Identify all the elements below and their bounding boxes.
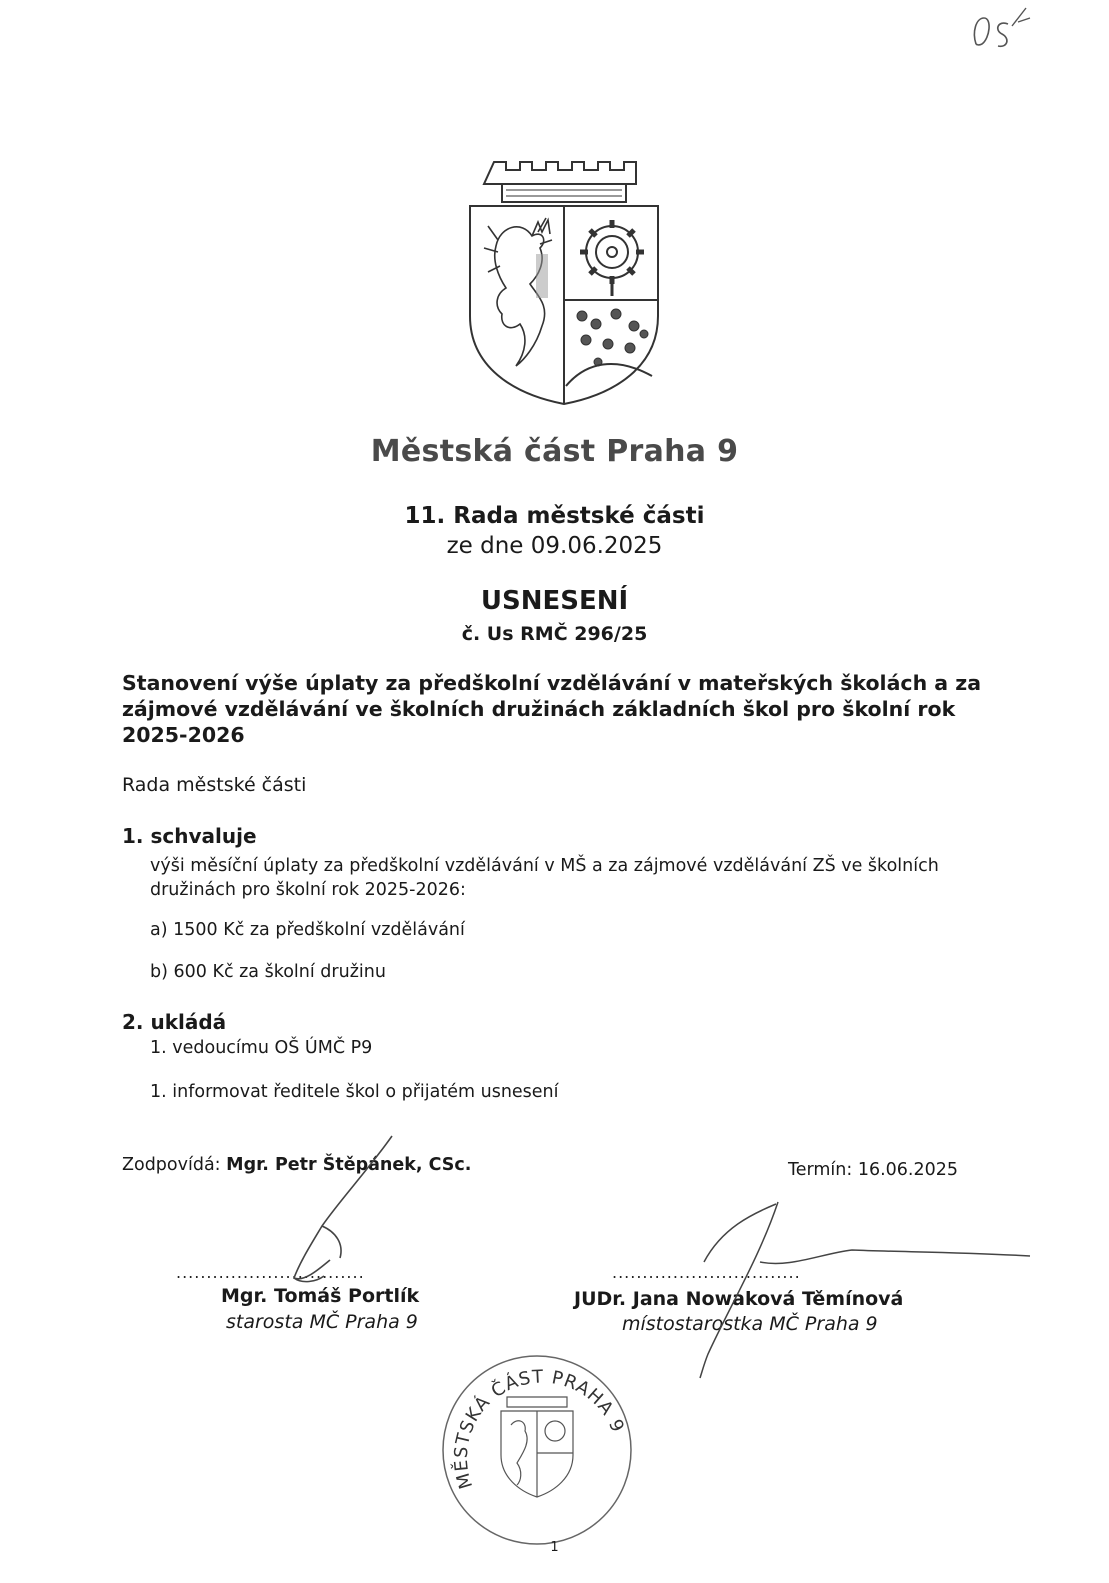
resolution-title: USNESENÍ — [480, 586, 629, 616]
signatory-1-role: starosta MČ Praha 9 — [226, 1311, 418, 1333]
section-1-heading: 1. schvaluje — [122, 824, 257, 848]
responsible-line — [122, 1155, 471, 1175]
official-stamp — [437, 1345, 637, 1545]
responsible-name: Mgr. Petr Štěpánek, CSc. — [226, 1155, 472, 1175]
stamp-text: MĚSTSKÁ ČÁST PRAHA 9 — [450, 1366, 629, 1492]
signatory-1-name: Mgr. Tomáš Portlík — [221, 1285, 420, 1307]
section-2-item-1: 1. vedoucímu OŠ ÚMČ P9 — [150, 1038, 373, 1058]
section-2-item-2: 1. informovat ředitele škol o přijatém usnesení — [150, 1082, 559, 1102]
resolution-number: č. Us RMČ 296/25 — [461, 623, 648, 645]
deadline: Termín: 16.06.2025 — [788, 1160, 959, 1180]
council-session: 11. Rada městské části — [404, 503, 705, 529]
section-1-item-a: a) 1500 Kč za předškolní vzdělávání — [150, 920, 465, 940]
session-date: ze dne 09.06.2025 — [446, 533, 663, 559]
signature-line-1: ............................... — [176, 1263, 365, 1282]
resolution-subject: Stanovení výše úplaty za předškolní vzdělávání v mateřských školách a za zájmové vzdělávání ve školních družinách základních škol pro školní rok 2025-2026 — [122, 671, 982, 747]
stamp-coat-icon — [501, 1397, 573, 1497]
section-2-heading: 2. ukládá — [122, 1010, 227, 1034]
signature-line-2: ............................... — [612, 1263, 801, 1282]
organization-name: Městská část Praha 9 — [370, 434, 739, 469]
signatory-2-name: JUDr. Jana Nowaková Těmínová — [574, 1288, 904, 1310]
handwritten-note — [968, 4, 1038, 52]
intro-text: Rada městské části — [122, 774, 307, 796]
section-1-text: výši měsíční úplaty za předškolní vzdělávání v MŠ a za zájmové vzdělávání ZŠ ve školních družinách pro školní rok 2025-2026: — [150, 856, 939, 900]
responsible-label: Zodpovídá: — [122, 1155, 221, 1175]
signatory-2-role: místostarostka MČ Praha 9 — [622, 1313, 878, 1335]
section-1-item-b: b) 600 Kč za školní družinu — [150, 962, 386, 982]
page-number: 1 — [550, 1540, 559, 1555]
coat-of-arms-icon — [466, 156, 662, 408]
